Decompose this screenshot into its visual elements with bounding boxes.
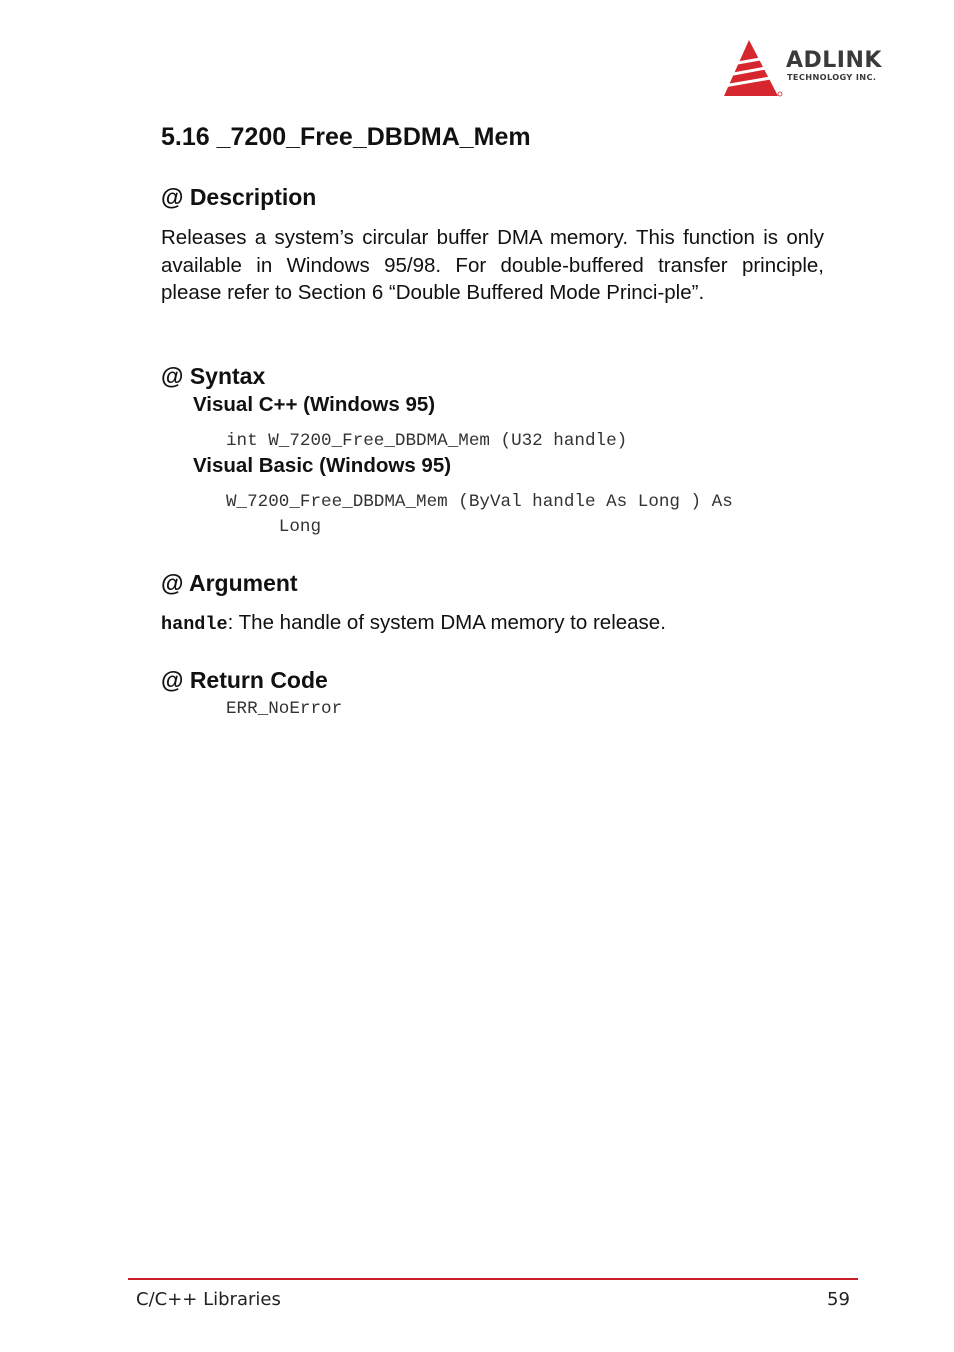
visual-basic-label: Visual Basic (Windows 95) — [193, 454, 452, 477]
visual-cpp-label: Visual C++ (Windows 95) — [193, 393, 436, 416]
argument-text: : The handle of system DMA memory to release. — [227, 611, 666, 634]
page-number: 59 — [827, 1289, 850, 1310]
argument-line — [161, 609, 666, 639]
description-text: Releases a system’s circular buffer DMA memory. This function is only available in Windows 95/98. For double-buffered transfer principle, please refer to Section 6 “Double Buffered Mode Princi-ple”. — [161, 226, 824, 304]
argument-heading: @ Argument — [161, 570, 298, 596]
footer-rule — [128, 1278, 858, 1280]
adlink-triangle-logo-icon — [722, 38, 784, 100]
description-heading: @ Description — [161, 184, 317, 210]
footer-chapter-title: C/C++ Libraries — [136, 1289, 281, 1310]
logo-tagline: TECHNOLOGY INC. — [787, 72, 877, 82]
return-code-value: ERR_NoError — [226, 699, 343, 719]
argument-name: handle — [161, 614, 228, 635]
section-title: 5.16 _7200_Free_DBDMA_Mem — [161, 123, 531, 151]
logo-wordmark: ADLINK — [786, 48, 882, 73]
company-logo — [722, 38, 912, 100]
visual-basic-code-line-2: Long — [226, 517, 322, 537]
visual-cpp-code: int W_7200_Free_DBDMA_Mem (U32 handle) — [226, 431, 628, 451]
syntax-heading: @ Syntax — [161, 363, 266, 389]
visual-basic-code-line-1: W_7200_Free_DBDMA_Mem (ByVal handle As Long ) As — [226, 492, 733, 512]
return-code-heading: @ Return Code — [161, 667, 328, 693]
